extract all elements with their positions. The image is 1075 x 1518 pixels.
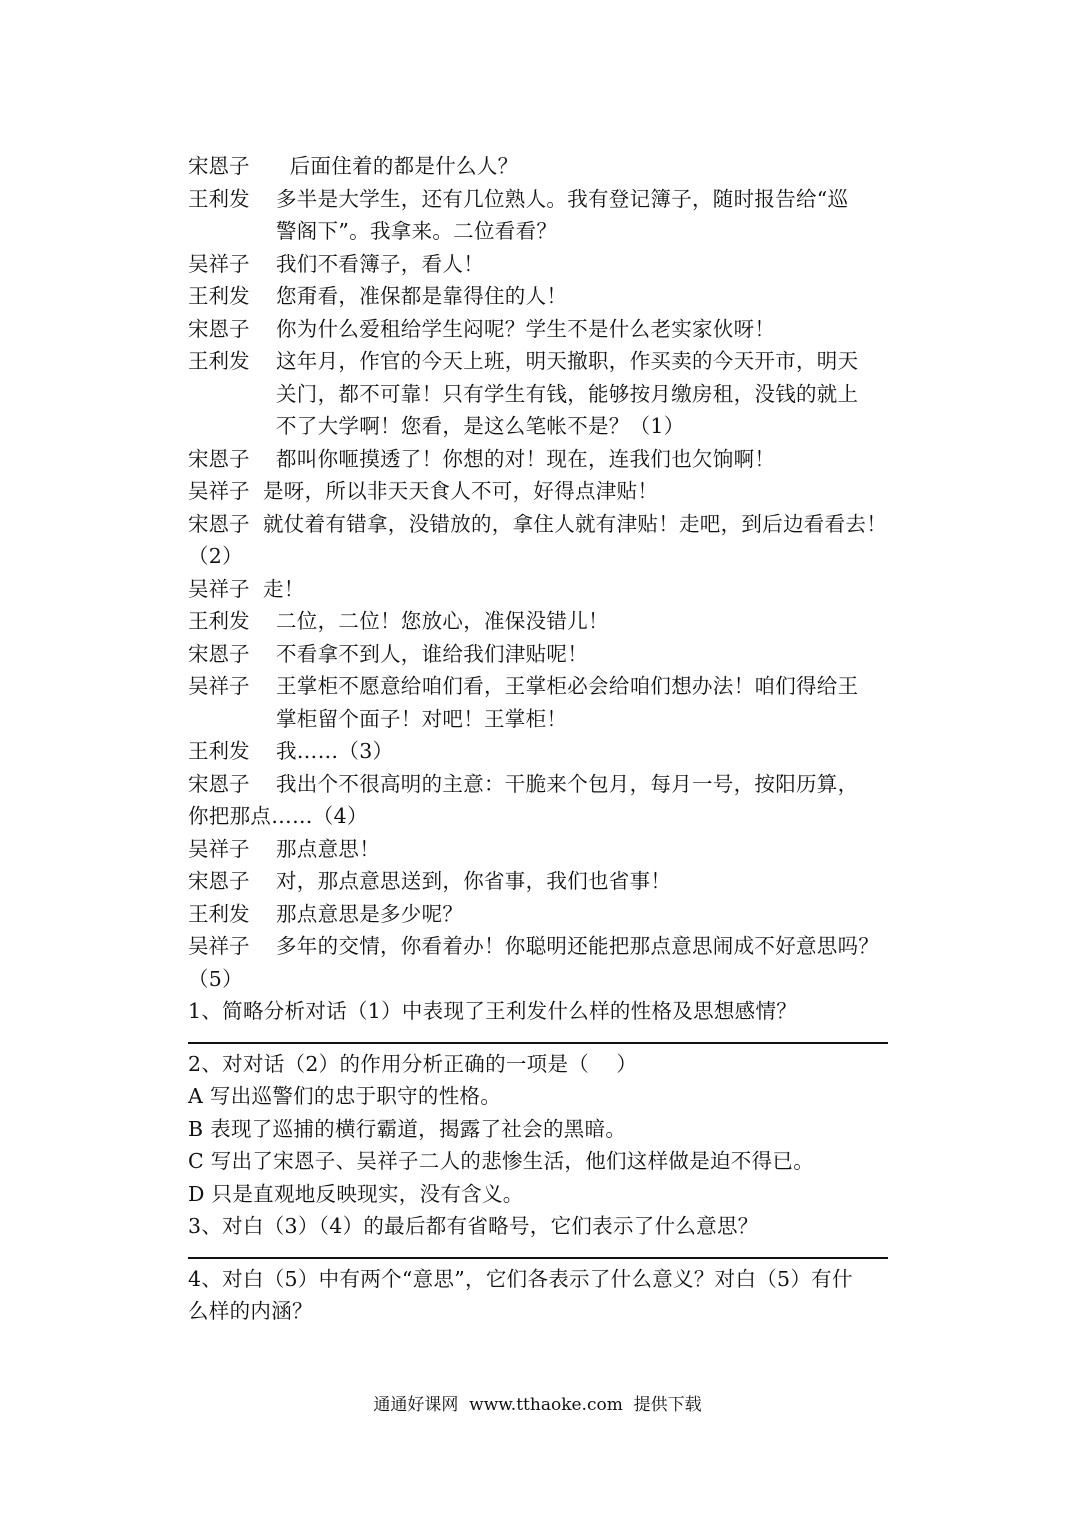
dialogue-line <box>188 865 888 898</box>
speaker: 吴祥子 <box>188 934 250 958</box>
speaker: 宋恩子 <box>188 771 250 796</box>
speaker: 王利发 <box>188 349 250 373</box>
dialogue-line <box>188 443 888 476</box>
dialogue-line <box>188 670 888 703</box>
speech-tail: 你把那点……（4） <box>188 804 368 828</box>
speech: 那点意思是多少呢？ <box>276 901 464 926</box>
dialogue-line <box>188 638 888 671</box>
dialogue-line <box>188 833 888 866</box>
speech: 你为什么爱租给学生闷呢？学生不是什么老实家伙呀！ <box>276 316 776 341</box>
speech: 二位，二位！您放心，准保没错儿！ <box>276 609 609 633</box>
dialogue-continuation <box>188 800 888 833</box>
question-text: 么样的内涵？ <box>188 1299 313 1323</box>
speech: 我们不看簿子，看人！ <box>276 251 484 276</box>
question-2 <box>188 1048 888 1081</box>
speech: 这年月，作官的今天上班，明天撤职，作买卖的今天开市，明天 <box>276 349 859 373</box>
option-text: D 只是直观地反映现实，没有含义。 <box>188 1181 524 1206</box>
speaker: 吴祥子 <box>188 674 250 698</box>
option-d <box>188 1178 888 1211</box>
speaker: 宋恩子 <box>188 316 250 341</box>
speaker: 吴祥子 <box>188 479 250 503</box>
speech: 我出个不很高明的主意：干脆来个包月，每月一号，按阳历算， <box>276 771 859 796</box>
speaker: 宋恩子 <box>188 154 250 178</box>
option-c <box>188 1145 888 1178</box>
dialogue-continuation <box>188 378 888 411</box>
dialogue-continuation <box>188 410 888 443</box>
dialogue-line <box>188 930 888 963</box>
dialogue-continuation <box>188 963 888 996</box>
speech: 是呀，所以非天天食人不可，好得点津贴！ <box>263 479 659 503</box>
question-text: 4、对白（5）中有两个“意思”，它们各表示了什么意义？对白（5）有什 <box>188 1266 853 1291</box>
dialogue-continuation <box>188 215 888 248</box>
option-b <box>188 1113 888 1146</box>
speaker: 宋恩子 <box>188 869 250 893</box>
speech: 后面住着的都是什么人？ <box>276 154 519 178</box>
dialogue-line <box>188 573 888 606</box>
speech-tail: （2） <box>188 544 243 568</box>
speaker: 吴祥子 <box>188 251 250 276</box>
speaker: 王利发 <box>188 609 250 633</box>
speech: 就仗着有错拿，没错放的，拿住人就有津贴！走吧，到后边看看去！ <box>263 511 887 536</box>
speaker: 王利发 <box>188 186 250 211</box>
dialogue-line <box>188 345 888 378</box>
speech: 警阁下”。我拿来。二位看看？ <box>276 219 558 243</box>
dialogue-line <box>188 735 888 768</box>
answer-line <box>188 1257 888 1259</box>
dialogue-line <box>188 313 888 346</box>
speech: 那点意思！ <box>276 836 380 861</box>
dialogue-line <box>188 605 888 638</box>
dialogue-line <box>188 248 888 281</box>
dialogue-line <box>188 768 888 801</box>
speaker: 宋恩子 <box>188 446 250 471</box>
speech: 多半是大学生，还有几位熟人。我有登记簿子，随时报告给“巡 <box>276 186 849 211</box>
question-text: 3、对白（3）（4）的最后都有省略号，它们表示了什么意思？ <box>188 1214 759 1238</box>
speaker: 吴祥子 <box>188 836 250 861</box>
dialogue-line <box>188 150 888 183</box>
dialogue-line <box>188 508 888 541</box>
dialogue-line <box>188 898 888 931</box>
speech: 对，那点意思送到，你省事，我们也省事！ <box>276 869 672 893</box>
answer-line <box>188 1042 888 1044</box>
question-text: 2、对对话（2）的作用分析正确的一项是（ ） <box>188 1051 638 1076</box>
question-4 <box>188 1263 888 1296</box>
option-text: C 写出了宋恩子、吴祥子二人的悲惨生活，他们这样做是迫不得已。 <box>188 1149 814 1173</box>
footer-credit: 通通好课网 www.tthaoke.com 提供下载 <box>373 1395 702 1415</box>
speech: 我……（3） <box>276 739 394 763</box>
speech: 都叫你咂摸透了！你想的对！现在，连我们也欠饷啊！ <box>276 446 776 471</box>
question-text: 1、简略分析对话（1）中表现了王利发什么样的性格及思想感情？ <box>188 999 798 1023</box>
speech-tail: （5） <box>188 966 243 991</box>
speech: 不了大学啊！您看，是这么笔帐不是？（1） <box>276 414 685 438</box>
option-a <box>188 1080 888 1113</box>
speaker: 宋恩子 <box>188 641 250 666</box>
speaker: 吴祥子 <box>188 576 250 601</box>
speaker: 王利发 <box>188 284 250 308</box>
speech: 掌柜留个面子！对吧！王掌柜！ <box>276 706 568 731</box>
document-body <box>188 150 888 1328</box>
speech: 关门，都不可靠！只有学生有钱，能够按月缴房租，没钱的就上 <box>276 381 859 406</box>
speech: 多年的交情，你看着办！你聪明还能把那点意思闹成不好意思吗？ <box>276 934 880 958</box>
speaker: 王利发 <box>188 901 250 926</box>
question-1 <box>188 995 888 1028</box>
speaker: 王利发 <box>188 739 250 763</box>
dialogue-line <box>188 183 888 216</box>
question-4-continuation <box>188 1295 888 1328</box>
speech: 走！ <box>263 576 305 601</box>
option-text: A 写出巡警们的忠于职守的性格。 <box>188 1084 502 1108</box>
option-text: B 表现了巡捕的横行霸道，揭露了社会的黑暗。 <box>188 1116 627 1141</box>
dialogue-continuation <box>188 703 888 736</box>
question-3 <box>188 1210 888 1243</box>
speech: 您甭看，准保都是靠得住的人！ <box>276 284 568 308</box>
speaker: 宋恩子 <box>188 511 250 536</box>
dialogue-line <box>188 280 888 313</box>
speech: 王掌柜不愿意给咱们看，王掌柜必会给咱们想办法！咱们得给王 <box>276 674 859 698</box>
speech: 不看拿不到人，谁给我们津贴呢！ <box>276 641 588 666</box>
dialogue-continuation <box>188 540 888 573</box>
dialogue-line <box>188 475 888 508</box>
